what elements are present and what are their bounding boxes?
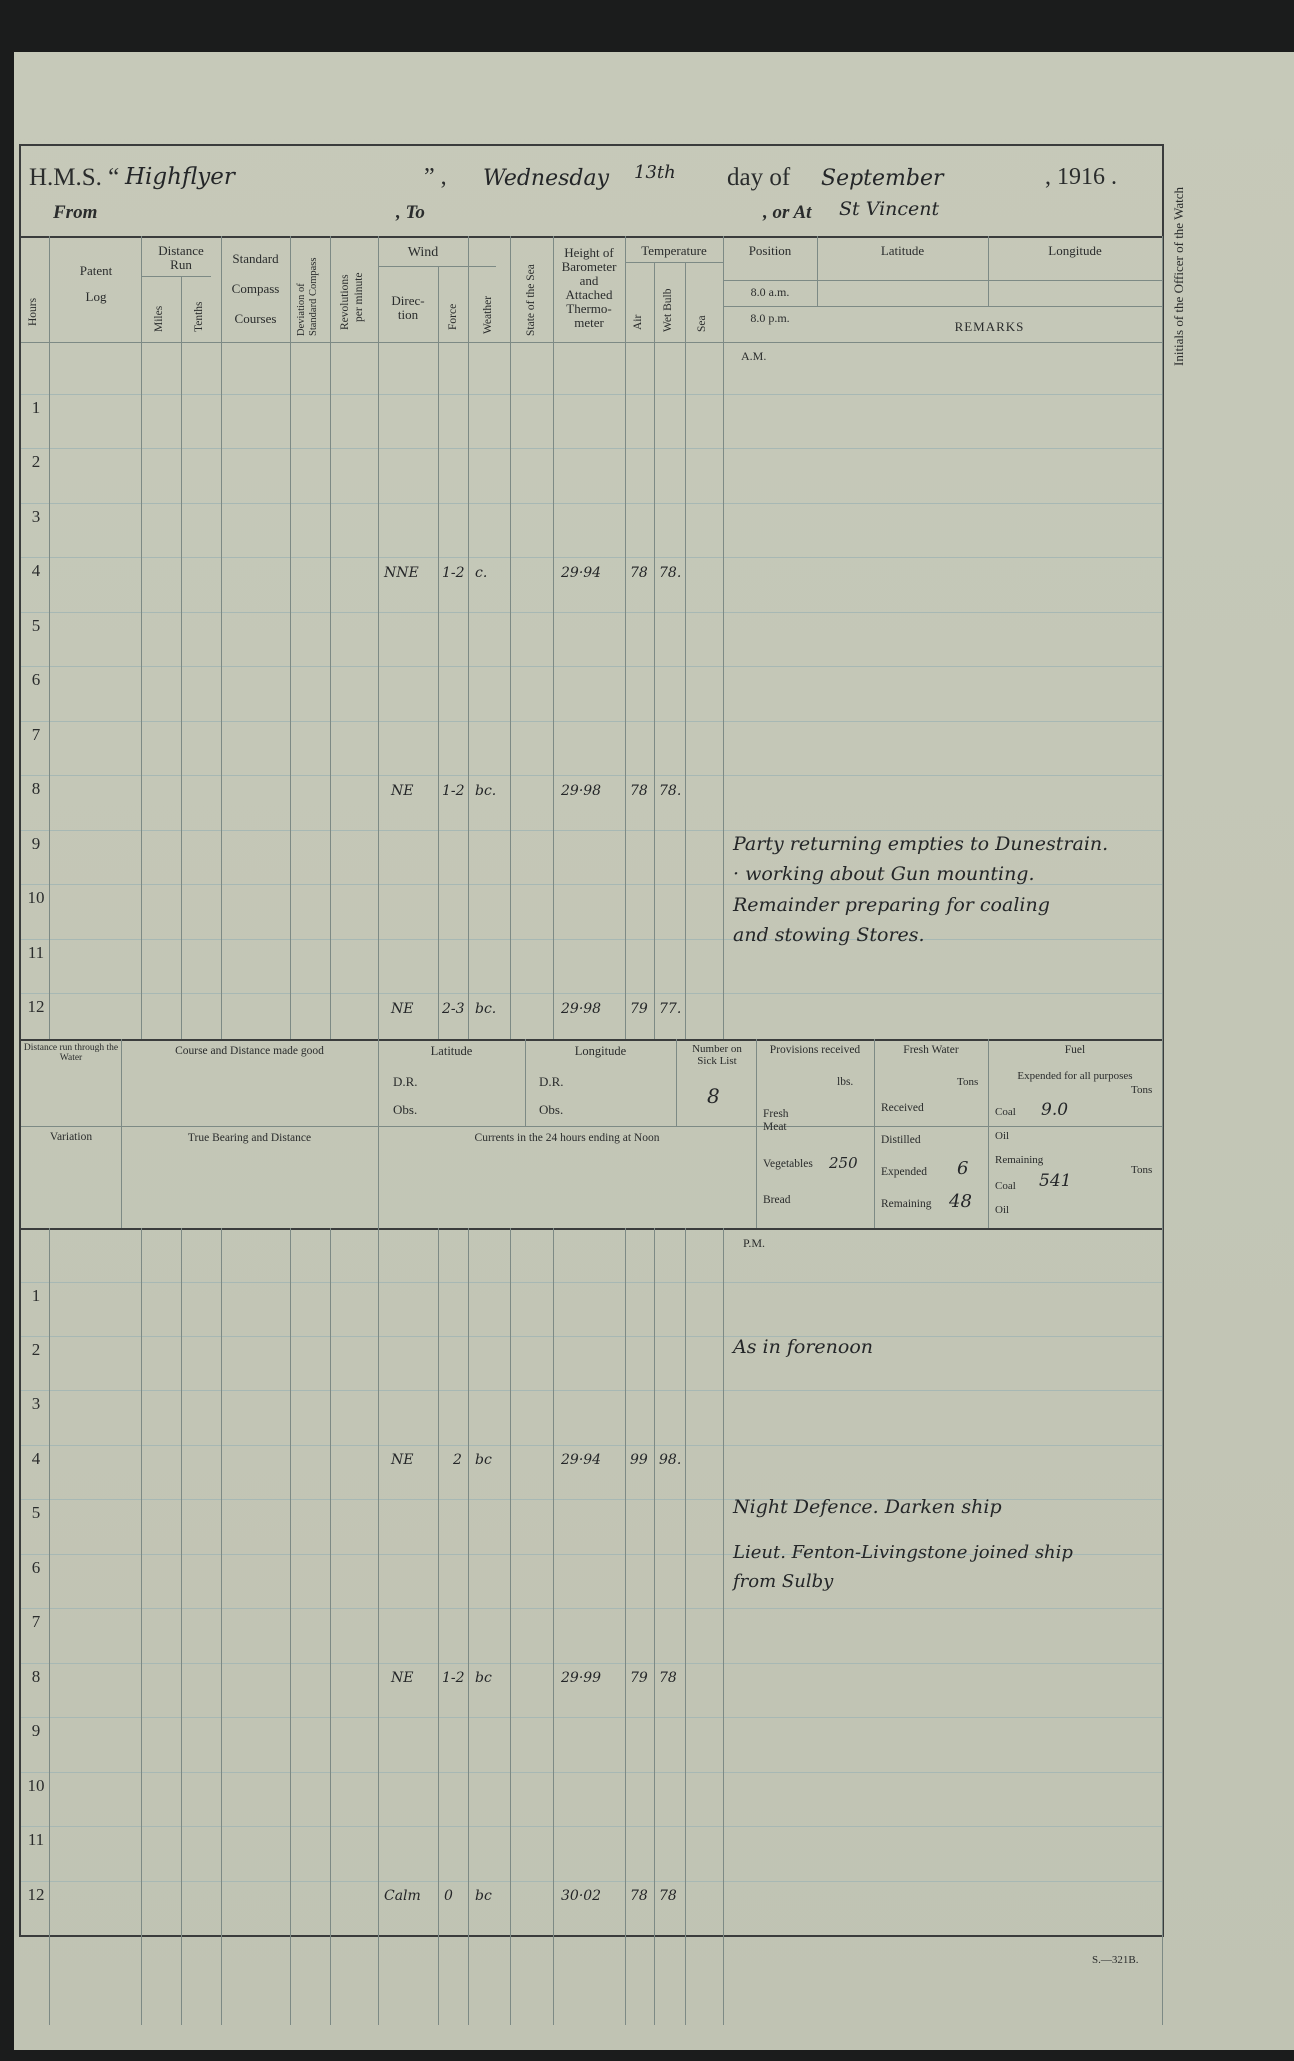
latitude-header: Latitude bbox=[880, 243, 925, 258]
air-temp: 79 bbox=[630, 1670, 648, 1686]
miles-header: Miles bbox=[153, 305, 165, 332]
run-header: Run bbox=[170, 257, 192, 272]
tenths-header: Tenths bbox=[193, 301, 205, 332]
mid-longitude-label: Longitude bbox=[574, 1044, 627, 1058]
pm-hour: 6 bbox=[31, 1558, 41, 1577]
obs-label-lat: Obs. bbox=[393, 1102, 418, 1117]
form-number: S.—321B. bbox=[1092, 1954, 1139, 1966]
true-bearing-label: True Bearing and Distance bbox=[187, 1132, 312, 1144]
direction-header-2: tion bbox=[397, 307, 419, 322]
am-hour: 1 bbox=[31, 398, 41, 417]
ship-name: Highflyer bbox=[125, 164, 235, 190]
air-temp: 78 bbox=[630, 1888, 648, 1904]
received-label: Received bbox=[881, 1102, 924, 1114]
barometer: 29·99 bbox=[561, 1670, 602, 1686]
tons-label-water: Tons bbox=[957, 1076, 979, 1088]
log-header: Log bbox=[85, 289, 107, 304]
pm-label: P.M. bbox=[743, 1236, 766, 1250]
sick-list-value: 8 bbox=[707, 1084, 720, 1108]
coal-label: Coal bbox=[995, 1106, 1016, 1118]
hms-label: H.M.S. “ bbox=[29, 164, 120, 191]
barometer: 29·98 bbox=[561, 1001, 602, 1017]
air-temp: 78 bbox=[630, 783, 648, 799]
state-sea-header: State of the Sea bbox=[525, 264, 537, 336]
barometer-header-2: Barometer bbox=[561, 259, 617, 274]
wind-force: 1-2 bbox=[442, 783, 465, 799]
air-temp: 99 bbox=[630, 1452, 648, 1468]
day-of-label: day of bbox=[727, 164, 791, 191]
air-header: Air bbox=[632, 314, 644, 330]
courses-header: Courses bbox=[234, 311, 277, 326]
temperature-header: Temperature bbox=[641, 243, 707, 258]
fuel-remaining-label: Remaining bbox=[995, 1154, 1044, 1166]
pm-remark-forenoon: As in forenoon bbox=[733, 1336, 874, 1358]
pm-remark-from: from Sulby bbox=[733, 1571, 834, 1592]
weekday: Wednesday bbox=[483, 166, 610, 191]
month: September bbox=[821, 166, 944, 191]
lbs-label: lbs. bbox=[837, 1076, 854, 1088]
pm-time: 8.0 p.m. bbox=[750, 311, 790, 325]
obs-label-long: Obs. bbox=[539, 1102, 564, 1117]
weather: bc bbox=[475, 1888, 492, 1904]
wind-direction: NNE bbox=[384, 565, 419, 581]
barometer: 29·98 bbox=[561, 783, 602, 799]
wet-bulb: 77. bbox=[659, 1001, 682, 1017]
wet-bulb: 78. bbox=[659, 565, 682, 581]
provisions-label: Provisions received bbox=[769, 1044, 861, 1056]
am-hour: 9 bbox=[31, 834, 41, 853]
expended-all-label: Expended for all purposes bbox=[1017, 1070, 1133, 1082]
distilled-label: Distilled bbox=[881, 1134, 921, 1146]
pm-hour: 4 bbox=[31, 1449, 41, 1468]
wind-direction: NE bbox=[391, 1670, 414, 1686]
distance-water-label: Distance run through the Water bbox=[23, 1043, 119, 1063]
am-hour: 4 bbox=[31, 561, 41, 580]
remarks-header: REMARKS bbox=[954, 319, 1025, 334]
am-remark: Remainder preparing for coaling bbox=[733, 894, 1050, 916]
barometer-header-6: meter bbox=[574, 315, 604, 330]
quote-close: ” , bbox=[424, 164, 447, 190]
barometer-header: Height of bbox=[564, 245, 614, 260]
expended-label: Expended bbox=[881, 1166, 927, 1178]
mid-latitude-label: Latitude bbox=[430, 1044, 473, 1058]
compass-header: Compass bbox=[231, 281, 280, 296]
coal-remaining-label: Coal bbox=[995, 1180, 1016, 1192]
to-label: , To bbox=[396, 202, 425, 223]
position-header: Position bbox=[748, 243, 792, 258]
am-remark: Party returning empties to Dunestrain. bbox=[733, 833, 1109, 855]
fresh-water-label: Fresh Water bbox=[903, 1044, 959, 1056]
patent-header: Patent bbox=[79, 263, 113, 278]
wind-direction: NE bbox=[391, 783, 414, 799]
wet-bulb: 78. bbox=[659, 783, 682, 799]
am-hour: 7 bbox=[31, 725, 41, 744]
log-page bbox=[14, 52, 1294, 2050]
wind-direction: NE bbox=[391, 1001, 414, 1017]
expended-value: 6 bbox=[957, 1158, 969, 1179]
place: St Vincent bbox=[839, 198, 940, 220]
fuel-label: Fuel bbox=[1064, 1044, 1086, 1056]
pm-hour: 12 bbox=[27, 1885, 45, 1904]
course-made-good-label: Course and Distance made good bbox=[175, 1045, 324, 1057]
am-hour: 6 bbox=[31, 670, 41, 689]
wet-bulb: 98. bbox=[659, 1452, 682, 1468]
fresh-meat-label-2: Meat bbox=[763, 1121, 787, 1133]
remaining-value: 48 bbox=[949, 1191, 972, 1212]
bread-label: Bread bbox=[763, 1194, 791, 1206]
am-hour: 11 bbox=[27, 943, 45, 962]
barometer: 30·02 bbox=[561, 1888, 602, 1904]
pm-hour: 1 bbox=[31, 1286, 41, 1305]
coal-remaining-value: 541 bbox=[1039, 1171, 1072, 1191]
coal-expended-value: 9.0 bbox=[1041, 1100, 1069, 1120]
pm-hour: 2 bbox=[31, 1340, 41, 1359]
oil-label: Oil bbox=[995, 1130, 1010, 1142]
wet-bulb: 78 bbox=[659, 1888, 677, 1904]
am-hour: 2 bbox=[31, 452, 41, 471]
year: , 1916 . bbox=[1045, 164, 1117, 190]
pm-hour: 11 bbox=[27, 1830, 45, 1849]
am-hour: 10 bbox=[27, 888, 45, 907]
vegetables-label: Vegetables bbox=[763, 1158, 813, 1170]
weather: bc bbox=[475, 1452, 492, 1468]
wind-force: 1-2 bbox=[442, 565, 465, 581]
pm-remark-joined: Lieut. Fenton-Livingstone joined ship bbox=[733, 1542, 1073, 1563]
wind-header: Wind bbox=[407, 245, 439, 260]
wind-force: 2 bbox=[453, 1452, 462, 1468]
pm-hour: 8 bbox=[31, 1667, 41, 1686]
standard-header: Standard bbox=[232, 251, 279, 266]
sea-header: Sea bbox=[696, 315, 708, 332]
am-remark: · working about Gun mounting. bbox=[733, 863, 1035, 885]
deviation-header-2: Standard Compass bbox=[308, 257, 319, 336]
oil-remaining-label: Oil bbox=[995, 1204, 1010, 1216]
longitude-header: Longitude bbox=[1048, 243, 1102, 258]
dr-label-long: D.R. bbox=[539, 1074, 564, 1089]
per-minute-header: per minute bbox=[353, 272, 365, 322]
wet-bulb: 78 bbox=[659, 1670, 677, 1686]
wind-force: 2-3 bbox=[442, 1001, 465, 1017]
wind-force: 0 bbox=[444, 1888, 453, 1904]
initials-label: Initials of the Officer of the Watch bbox=[1171, 187, 1186, 366]
from-label: From bbox=[53, 202, 98, 223]
log-form-frame bbox=[19, 144, 1186, 1937]
am-hour: 8 bbox=[31, 779, 41, 798]
fresh-meat-label: Fresh bbox=[763, 1108, 789, 1120]
vegetables-value: 250 bbox=[829, 1154, 858, 1172]
wind-force: 1-2 bbox=[442, 1670, 465, 1686]
weather: bc. bbox=[475, 783, 497, 799]
remaining-label: Remaining bbox=[881, 1198, 932, 1210]
pm-hour: 9 bbox=[31, 1721, 41, 1740]
air-temp: 79 bbox=[630, 1001, 648, 1017]
weather: bc bbox=[475, 1670, 492, 1686]
am-time: 8.0 a.m. bbox=[750, 285, 790, 299]
am-remark: and stowing Stores. bbox=[733, 924, 925, 946]
day-number: 13th bbox=[634, 162, 676, 183]
wet-bulb-header: Wet Bulb bbox=[662, 288, 674, 332]
tons-label-remaining: Tons bbox=[1131, 1164, 1153, 1176]
am-hour: 3 bbox=[31, 507, 41, 526]
variation-label: Variation bbox=[49, 1131, 93, 1143]
dr-label-lat: D.R. bbox=[393, 1074, 418, 1089]
or-at-label: , or At bbox=[763, 202, 812, 223]
distance-header: Distance bbox=[158, 243, 204, 258]
barometer-header-3: and bbox=[579, 273, 599, 288]
wind-direction: Calm bbox=[384, 1888, 421, 1904]
weather: bc. bbox=[475, 1001, 497, 1017]
sick-list-label: Number on Sick List bbox=[692, 1043, 742, 1067]
air-temp: 78 bbox=[630, 565, 648, 581]
am-hour: 12 bbox=[27, 997, 45, 1016]
pm-hour: 10 bbox=[27, 1776, 45, 1795]
pm-hour: 3 bbox=[31, 1394, 41, 1413]
hours-header: Hours bbox=[27, 297, 39, 326]
force-header: Force bbox=[447, 303, 459, 330]
barometer: 29·94 bbox=[561, 565, 602, 581]
wind-direction: NE bbox=[391, 1452, 414, 1468]
pm-hour: 7 bbox=[31, 1612, 41, 1631]
am-hour: 5 bbox=[31, 616, 41, 635]
tons-label-fuel: Tons bbox=[1131, 1084, 1153, 1096]
barometer-header-5: Thermo- bbox=[566, 301, 612, 316]
deviation-header: Deviation of bbox=[296, 283, 307, 336]
am-label: A.M. bbox=[741, 349, 767, 363]
direction-header: Direc- bbox=[391, 293, 425, 308]
weather: c. bbox=[475, 565, 488, 581]
revolutions-header: Revolutions bbox=[339, 274, 351, 330]
pm-hour: 5 bbox=[31, 1503, 41, 1522]
currents-label: Currents in the 24 hours ending at Noon bbox=[474, 1132, 660, 1144]
pm-remark-night-defence: Night Defence. Darken ship bbox=[733, 1496, 1002, 1518]
barometer: 29·94 bbox=[561, 1452, 602, 1468]
barometer-header-4: Attached bbox=[565, 287, 613, 302]
weather-header: Weather bbox=[482, 295, 494, 334]
